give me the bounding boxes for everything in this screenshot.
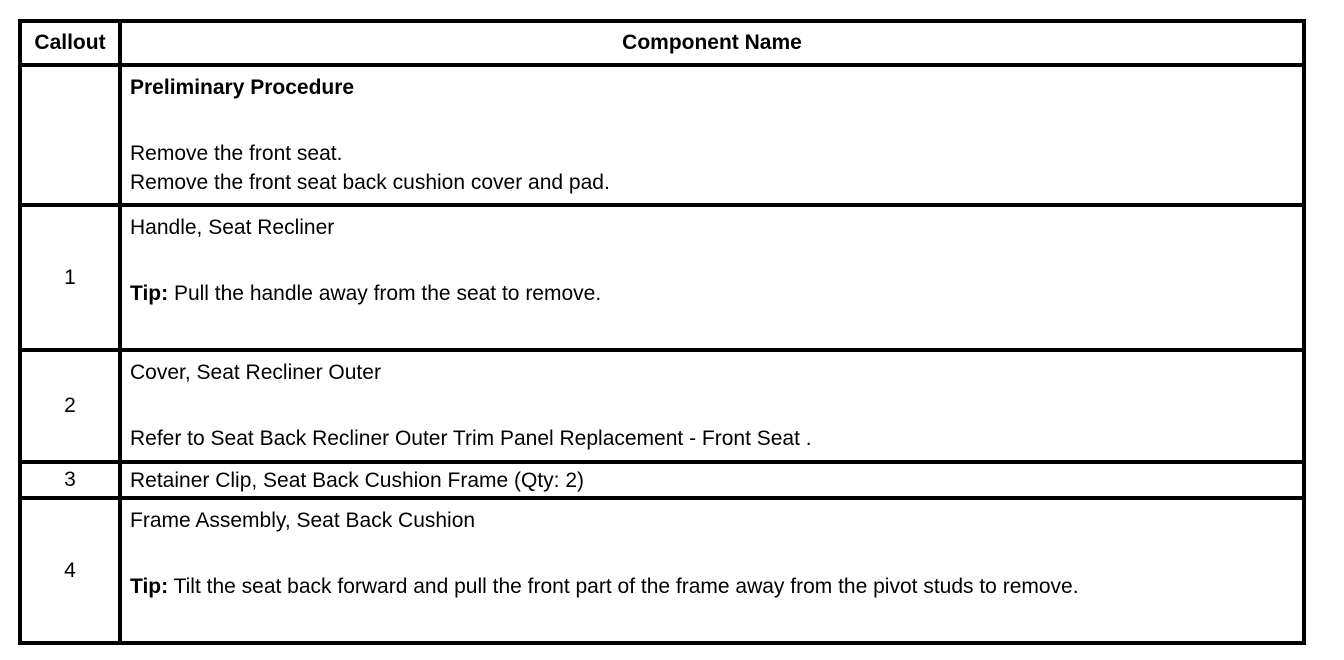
spacer (130, 102, 1294, 139)
component-name: Handle, Seat Recliner (130, 216, 335, 239)
component-name: Retainer Clip, Seat Back Cushion Frame (Qty: 2) (130, 469, 585, 492)
reference-note: Refer to Seat Back Recliner Outer Trim Panel Replacement - Front Seat . (130, 427, 812, 450)
callout-number: 4 (20, 498, 120, 643)
preliminary-row (20, 65, 1304, 205)
tip-text: Pull the handle away from the seat to remove. (168, 282, 602, 305)
preliminary-content-cell (120, 65, 1304, 205)
header-row (20, 21, 1304, 65)
preliminary-step: Remove the front seat. (130, 142, 343, 165)
component-name: Frame Assembly, Seat Back Cushion (130, 509, 476, 532)
callout-number: 3 (20, 462, 120, 498)
component-cell (120, 462, 1304, 498)
callout-number: 2 (20, 350, 120, 462)
spacer (130, 242, 1294, 279)
component-cell (120, 350, 1304, 462)
component-cell (120, 205, 1304, 350)
spacer (130, 535, 1294, 572)
tip-line (130, 572, 1294, 601)
preliminary-step: Remove the front seat back cushion cover and pad. (130, 171, 610, 194)
callout-number: 1 (20, 205, 120, 350)
component-name: Cover, Seat Recliner Outer (130, 361, 381, 384)
table-row (20, 350, 1304, 462)
callout-header: Callout (20, 21, 120, 65)
preliminary-title: Preliminary Procedure (130, 76, 355, 99)
tip-label: Tip: (130, 282, 169, 305)
table-row (20, 205, 1304, 350)
spacer (130, 387, 1294, 424)
table-row (20, 498, 1304, 643)
tip-text: Tilt the seat back forward and pull the front part of the frame away from the pivot studs to remove. (168, 575, 1079, 598)
table-row (20, 462, 1304, 498)
tip-label: Tip: (130, 575, 169, 598)
preliminary-callout-cell (20, 65, 120, 205)
component-cell (120, 498, 1304, 643)
component-name-header: Component Name (120, 21, 1304, 65)
procedure-table (18, 19, 1306, 645)
tip-line (130, 279, 1294, 308)
